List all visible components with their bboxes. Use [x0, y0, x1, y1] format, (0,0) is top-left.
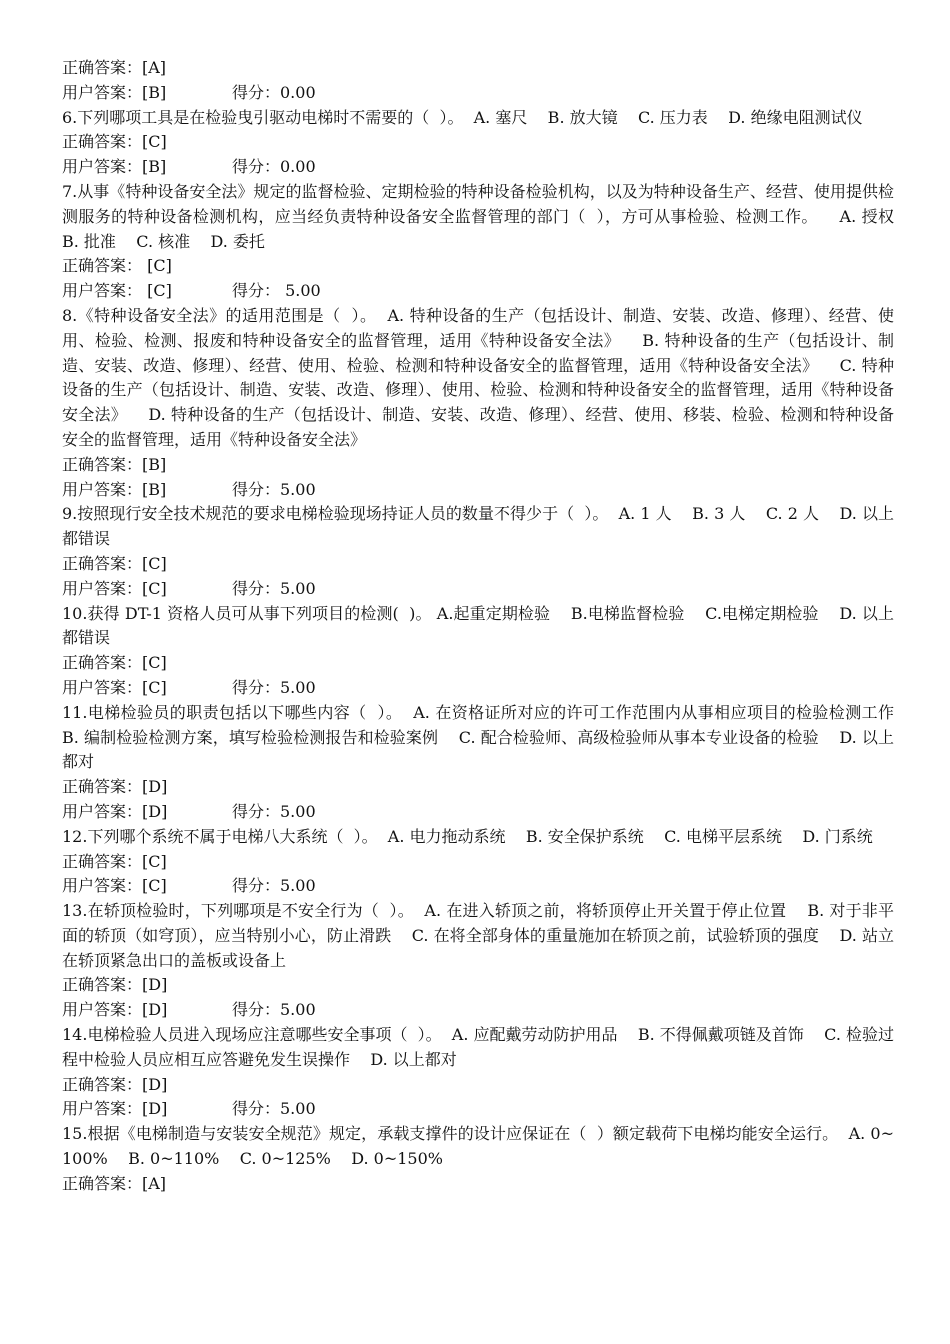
- score-6: 得分：0.00: [232, 157, 316, 177]
- user-answer-7: 用户答案： [C]: [62, 281, 172, 301]
- user-answer-10: 用户答案：[C]: [62, 677, 167, 697]
- correct-answer-13: 正确答案：[D]: [62, 975, 168, 995]
- score-11: 得分：5.00: [232, 801, 316, 821]
- correct-answer-14: 正确答案：[D]: [62, 1074, 168, 1094]
- user-answer-row-11: [62, 800, 894, 825]
- correct-answer-8: 正确答案：[B]: [62, 454, 167, 474]
- user-answer-14: 用户答案：[D]: [62, 1099, 168, 1119]
- exam-answer-sheet: [62, 56, 915, 1197]
- question-14: 14.电梯检验人员进入现场应注意哪些安全事项（ ）。 A. 应配戴劳动防护用品 B. 不得佩戴项链及首饰 C. 检验过程中检验人员应相互应答避免发生误操作 D. 以上都对: [62, 1025, 894, 1069]
- score-5: 得分：0.00: [232, 82, 316, 102]
- user-answer-row-13: [62, 998, 894, 1023]
- user-answer-9: 用户答案：[C]: [62, 578, 167, 598]
- user-answer-row-5: [62, 81, 894, 106]
- correct-answer-10: 正确答案：[C]: [62, 653, 167, 673]
- correct-answer-6: 正确答案：[C]: [62, 132, 167, 152]
- score-9: 得分：5.00: [232, 578, 316, 598]
- question-9: 9.按照现行安全技术规范的要求电梯检验现场持证人员的数量不得少于（ ）。 A. 1 人 B. 3 人 C. 2 人 D. 以上都错误: [62, 504, 894, 549]
- correct-answer-15: 正确答案：[A]: [62, 1173, 167, 1193]
- correct-answer-7: 正确答案： [C]: [62, 256, 172, 276]
- user-answer-row-12: [62, 874, 894, 899]
- user-answer-row-9: [62, 577, 894, 602]
- user-answer-row-8: [62, 478, 894, 503]
- score-7: 得分： 5.00: [232, 281, 321, 301]
- question-15: 15.根据《电梯制造与安装安全规范》规定，承载支撑件的设计应保证在（ ）额定载荷下电梯均能安全运行。 A. 0~100% B. 0~110% C. 0~125% D. 0~150%: [62, 1124, 894, 1169]
- question-11: 11.电梯检验员的职责包括以下哪些内容（ ）。 A. 在资格证所对应的许可工作范围内从事相应项目的检验检测工作 B. 编制检验检测方案，填写检验检测报告和检验案例 C. 配合检验师、高级检验师从事本专业设备的检验 D. 以上都对: [62, 702, 915, 772]
- score-13: 得分：5.00: [232, 1000, 316, 1020]
- correct-answer-5: 正确答案：[A]: [62, 58, 167, 77]
- correct-answer-12: 正确答案：[C]: [62, 851, 167, 871]
- question-8: 8.《特种设备安全法》的适用范围是（ ）。 A. 特种设备的生产（包括设计、制造、安装、改造、修理）、经营、使用、检验、检测、报废和特种设备安全的监督管理，适用《特种设备安全法》 B. 特种设备的生产（包括设计、制造、安装、改造、修理）、经营、使用、检验、检测和特种设备安全的监督管理，适用《特种设备安全法》 C. 特种设备的生产（包括设计、制造、安装、改造、修理）、使用、检验、检测和特种设备安全的监督管理，适用《特种设备安全法》 D. 特种设备的生产（包括设计、制造、安装、改造、修理）、经营、使用、移装、检验、检测和特种设备安全的监督管理，适用《特种设备安全法》: [62, 305, 894, 449]
- user-answer-13: 用户答案：[D]: [62, 1000, 168, 1020]
- user-answer-8: 用户答案：[B]: [62, 479, 167, 499]
- user-answer-5: 用户答案：[B]: [62, 82, 167, 102]
- score-8: 得分：5.00: [232, 479, 316, 499]
- user-answer-row-7: [62, 279, 894, 304]
- question-7: 7.从事《特种设备安全法》规定的监督检验、定期检验的特种设备检验机构，以及为特种设备生产、经营、使用提供检测服务的特种设备检测机构，应当经负责特种设备安全监督管理的部门（ ），方可从事检验、检测工作。 A. 授权 B. 批准 C. 核准 D. 委托: [62, 181, 915, 251]
- user-answer-11: 用户答案：[D]: [62, 801, 168, 821]
- user-answer-row-6: [62, 155, 894, 180]
- question-6: 6.下列哪项工具是在检验曳引驱动电梯时不需要的（ ）。 A. 塞尺 B. 放大镜 C. 压力表 D. 绝缘电阻测试仪: [62, 107, 863, 127]
- user-answer-row-14: [62, 1097, 894, 1122]
- user-answer-6: 用户答案：[B]: [62, 157, 167, 177]
- question-13: 13.在轿顶检验时，下列哪项是不安全行为（ ）。 A. 在进入轿顶之前，将轿顶停止开关置于停止位置 B. 对于非平面的轿顶（如穹顶），应当特别小心，防止滑跌 C. 在将全部身体的重量施加在轿顶之前，试验轿顶的强度 D. 站立在轿顶紧急出口的盖板或设备上: [62, 901, 894, 970]
- score-14: 得分：5.00: [232, 1099, 316, 1119]
- correct-answer-9: 正确答案：[C]: [62, 553, 167, 573]
- score-12: 得分：5.00: [232, 876, 316, 896]
- question-12: 12.下列哪个系统不属于电梯八大系统（ ）。 A. 电力拖动系统 B. 安全保护系统 C. 电梯平层系统 D. 门系统: [62, 826, 873, 846]
- user-answer-row-10: [62, 676, 894, 701]
- question-10: 10.获得 DT-1 资格人员可从事下列项目的检测( )。 A.起重定期检验 B.电梯监督检验 C.电梯定期检验 D. 以上都错误: [62, 603, 894, 648]
- correct-answer-11: 正确答案：[D]: [62, 777, 168, 797]
- user-answer-12: 用户答案：[C]: [62, 876, 167, 896]
- score-10: 得分：5.00: [232, 677, 316, 697]
